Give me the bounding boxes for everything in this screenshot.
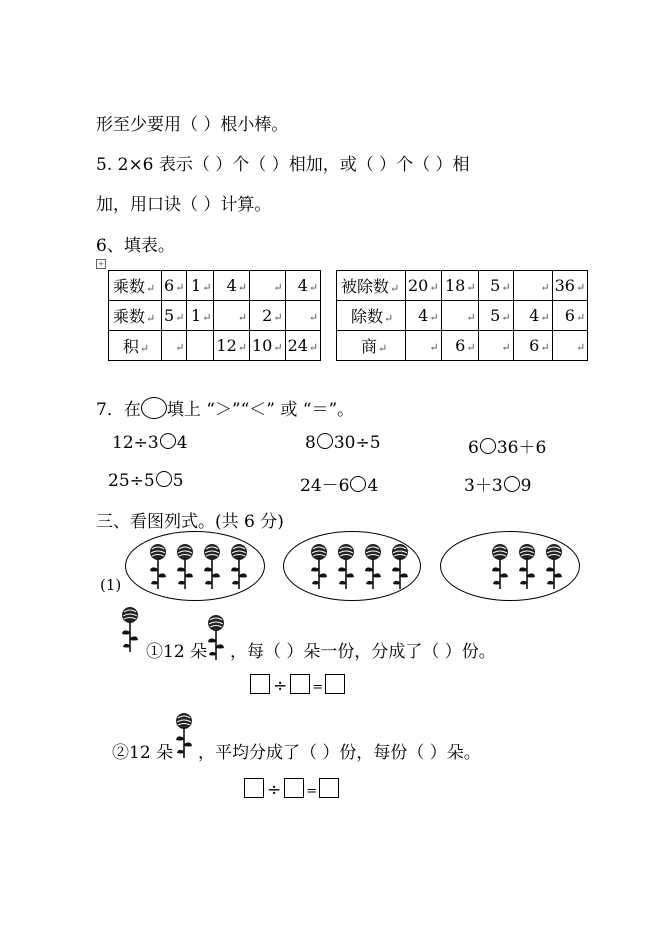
table-cell: 18↵ — [441, 271, 478, 301]
table-cell: 24↵ — [285, 331, 321, 361]
circle-icon — [141, 397, 167, 419]
table-cell: ↵ — [406, 331, 442, 361]
flower-icon — [202, 543, 222, 591]
flower-icon — [206, 614, 226, 662]
answer-box[interactable] — [284, 778, 304, 798]
table-cell: 除数↵ — [337, 301, 406, 331]
flower-icon — [175, 543, 195, 591]
division-equation-1: ÷ = — [250, 674, 345, 696]
answer-box[interactable] — [244, 778, 264, 798]
table-cell: ↵ — [285, 301, 321, 331]
circle-blank[interactable] — [480, 438, 496, 454]
compare-item: 3＋3 9 — [464, 476, 532, 496]
table-cell: 4↵ — [406, 301, 442, 331]
table-cell: 36↵ — [552, 271, 588, 301]
text-line-1: 形至少要用（ ）根小棒。 — [96, 115, 289, 135]
flower-icon — [390, 543, 410, 591]
table-row — [337, 271, 588, 301]
answer-box[interactable] — [319, 778, 339, 798]
table-cell: 10↵ — [249, 331, 285, 361]
table-cell: 乘数↵ — [109, 271, 162, 301]
circle-blank[interactable] — [504, 476, 520, 492]
compare-item: 8 30÷5 — [305, 433, 381, 453]
table-row — [109, 301, 321, 331]
flower-icon — [120, 606, 140, 654]
circle-blank[interactable] — [160, 433, 176, 449]
table-cell: 商↵ — [337, 331, 406, 361]
circle-blank[interactable] — [156, 471, 172, 487]
table-cell: ↵ — [513, 271, 552, 301]
table-cell: 4↵ — [285, 271, 321, 301]
flower-icon — [148, 543, 168, 591]
table-cell: 12↵ — [214, 331, 250, 361]
table-cell: ↵ — [552, 331, 588, 361]
division-equation-2: ÷ = — [244, 778, 339, 800]
table-cell: 被除数↵ — [337, 271, 406, 301]
table-cell: ↵ — [249, 271, 285, 301]
table-anchor-icon: + — [96, 259, 106, 269]
flower-icon — [490, 543, 510, 591]
flower-icon — [544, 543, 564, 591]
part-1-question-1: ①12 朵 — [146, 642, 208, 662]
table-cell: 6↵ — [513, 331, 552, 361]
answer-box[interactable] — [290, 674, 310, 694]
part-1-question-2-text: ，平均分成了（ ）份，每份（ ）朵。 — [198, 743, 481, 763]
table-cell: 2↵ — [249, 301, 285, 331]
table-row — [109, 271, 321, 301]
table-cell: 6↵ — [441, 331, 478, 361]
compare-item: 6 36＋6 — [468, 438, 547, 458]
question-5: 5. 2×6 表示（ ）个（ ）相加，或（ ）个（ ）相 — [96, 155, 470, 175]
table-cell: 5↵ — [478, 271, 513, 301]
circle-blank[interactable] — [317, 433, 333, 449]
compare-item: 25÷5 5 — [108, 471, 184, 491]
question-6-title: 6、填表。 — [96, 236, 175, 256]
section-3-title: 三、看图列式。(共 6 分) — [96, 512, 284, 532]
table-row — [337, 331, 588, 361]
table-cell: ↵ — [214, 301, 250, 331]
table-cell: 4↵ — [214, 271, 250, 301]
table-cell: ↵ — [162, 331, 187, 361]
table-cell: ↵ — [441, 301, 478, 331]
table-cell: 乘数↵ — [109, 301, 162, 331]
table-cell: 20↵ — [406, 271, 442, 301]
part-1-label: (1) — [100, 576, 122, 594]
table-row — [109, 331, 321, 361]
flower-icon — [336, 543, 356, 591]
table-cell: 积↵ — [109, 331, 162, 361]
answer-box[interactable] — [250, 674, 270, 694]
answer-box[interactable] — [325, 674, 345, 694]
flower-icon — [174, 712, 194, 760]
flower-icon — [309, 543, 329, 591]
text-line-3: 加，用口诀（ ）计算。 — [96, 195, 272, 215]
multiplication-table — [108, 270, 321, 361]
compare-item: 12÷3 4 — [112, 433, 188, 453]
table-row — [337, 301, 588, 331]
table-cell: 5↵ — [478, 301, 513, 331]
part-1-question-2: ②12 朵 — [112, 743, 174, 763]
table-cell: 1↵ — [187, 271, 214, 301]
compare-item: 24－6 4 — [300, 476, 379, 496]
division-table — [336, 270, 588, 361]
circle-blank[interactable] — [350, 476, 366, 492]
table-cell: 6↵ — [162, 271, 187, 301]
table-cell: 4↵ — [513, 301, 552, 331]
flower-icon — [363, 543, 383, 591]
flower-icon — [517, 543, 537, 591]
table-cell: 1↵ — [187, 301, 214, 331]
question-7-title: 7．在 填上 “＞”“＜” 或 “＝”。 — [96, 395, 354, 420]
table-cell: ↵ — [478, 331, 513, 361]
table-cell: 6↵ — [552, 301, 588, 331]
table-cell: 5↵ — [162, 301, 187, 331]
table-cell — [187, 331, 214, 361]
flower-icon — [229, 543, 249, 591]
part-1-question-1-text: ，每（ ）朵一份，分成了（ ）份。 — [230, 642, 496, 662]
